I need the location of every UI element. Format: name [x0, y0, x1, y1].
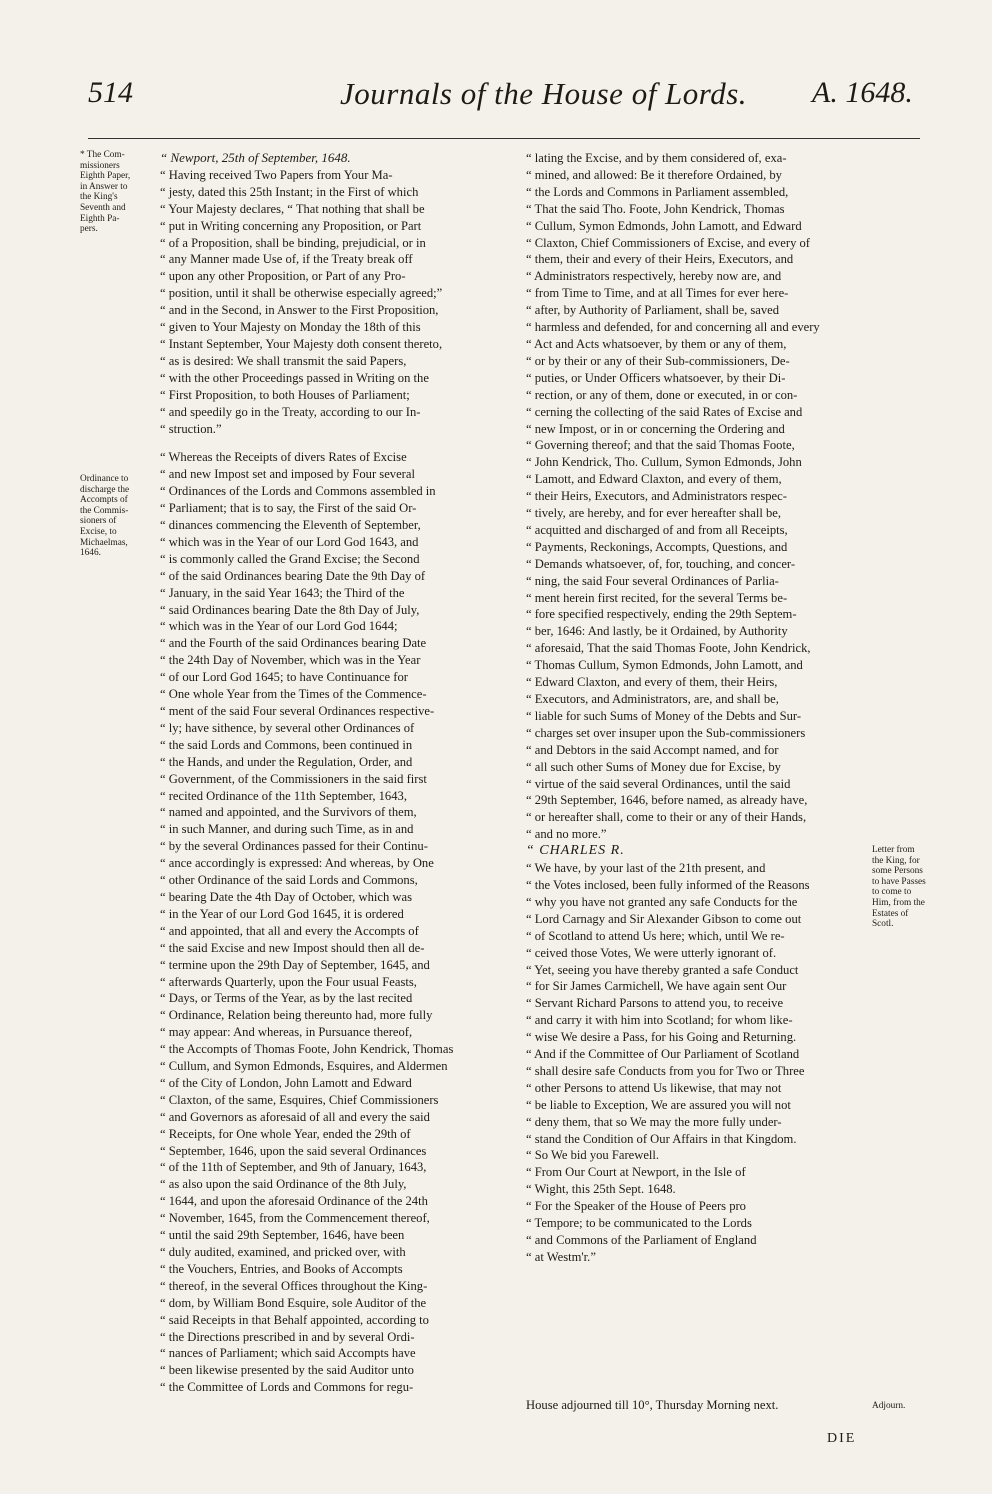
text-line: “ for Sir James Carmichell, We have again sent Our [526, 979, 787, 994]
text-line: “ Tempore; to be communicated to the Lords [526, 1216, 752, 1231]
text-line: “ them, their and every of their Heirs, Executors, and [526, 252, 794, 267]
text-line: “ be liable to Exception, We are assured you will not [526, 1097, 791, 1112]
text-line: “ ber, 1646: And lastly, be it Ordained, by Authority [526, 624, 788, 639]
text-line: “ the Directions prescribed in and by several Ordi- [160, 1329, 415, 1344]
text-line: “ Cullum, and Symon Edmonds, Esquires, and Aldermen [160, 1059, 448, 1074]
text-line: “ in the Year of our Lord God 1645, it is ordered [160, 906, 404, 921]
margin-note-line: to come to [872, 887, 912, 898]
text-line: “ which was in the Year of our Lord God 1644; [160, 619, 398, 634]
text-line: “ aforesaid, That the said Thomas Foote, John Kendrick, [526, 641, 811, 656]
text-line: “ 29th September, 1646, before named, as already have, [526, 793, 808, 808]
text-line: “ Executors, and Administrators, are, and shall be, [526, 692, 779, 706]
letter-address [526, 1198, 876, 1266]
text-line: “ Lord Carnagy and Sir Alexander Gibson to come out [526, 911, 802, 926]
text-line: “ Ordinance, Relation being thereunto had, more fully [160, 1008, 433, 1023]
margin-note-line: pers. [80, 224, 98, 235]
text-line: “ which was in the Year of our Lord God 1643, and [160, 534, 419, 549]
text-line: “ Ordinances of the Lords and Commons assembled in [160, 484, 436, 499]
margin-note-line: to have Passes [872, 876, 926, 887]
text-line: “ Claxton, of the same, Esquires, Chief Commissioners [160, 1092, 439, 1107]
text-line: “ Whereas the Receipts of divers Rates of Excise [160, 450, 407, 465]
margin-note-line: Ordinance to [80, 474, 129, 484]
text-line: “ deny them, that so We may the more fully under- [526, 1114, 782, 1129]
text-line: “ charges set over insuper upon the Sub-commissioners [526, 725, 806, 740]
text-line: “ of Scotland to attend Us here; which, until We re- [526, 928, 785, 943]
catchword: DIE [827, 1431, 857, 1446]
margin-note-line: in Answer to [80, 181, 128, 192]
text-line: “ and new Impost set and imposed by Four several [160, 467, 415, 482]
text-line: “ And if the Committee of Our Parliament of Scotland [526, 1047, 800, 1062]
text-line: “ recited Ordinance of the 11th September, 1643, [160, 788, 407, 803]
text-line: “ Act and Acts whatsoever, by them or any of them, [526, 336, 787, 351]
text-line: “ or hereafter shall, come to their or any of their Hands, [526, 810, 807, 825]
text-line: “ ning, the said Four several Ordinances of Parlia- [526, 573, 779, 588]
text-line: “ dom, by William Bond Esquire, sole Auditor of the [160, 1295, 427, 1310]
text-line: “ all such other Sums of Money due for Excise, by [526, 759, 781, 774]
text-line: “ Servant Richard Parsons to attend you, to receive [526, 996, 784, 1011]
text-line: “ duly audited, examined, and pricked over, with [160, 1245, 406, 1259]
text-line: “ Yet, seeing you have thereby granted a safe Conduct [526, 962, 799, 977]
text-line: “ Instant September, Your Majesty doth consent thereto, [160, 336, 443, 351]
text-line: “ John Kendrick, Tho. Cullum, Symon Edmonds, John [526, 455, 802, 470]
margin-note-line: * The Com- [80, 150, 125, 160]
margin-note-line: Scotl. [872, 919, 894, 930]
letter-dateline [526, 1164, 876, 1198]
right-column [526, 150, 876, 1266]
text-line: “ of a Proposition, shall be binding, prejudicial, or in [160, 235, 426, 250]
text-line: “ the 24th Day of November, which was in the Year [160, 653, 421, 668]
text-line: “ and appointed, that all and every the Accompts of [160, 923, 419, 938]
text-line: “ and the Fourth of the said Ordinances bearing Date [160, 636, 427, 651]
text-line: “ by the several Ordinances passed for their Continu- [160, 839, 428, 854]
text-line: “ may appear: And whereas, in Pursuance thereof, [160, 1025, 413, 1040]
text-line: “ lating the Excise, and by them considered of, exa- [526, 151, 787, 165]
text-line: “ stand the Condition of Our Affairs in that Kingdom. [526, 1131, 797, 1146]
text-line: “ until the said 29th September, 1646, have been [160, 1228, 405, 1243]
text-line: “ ance accordingly is expressed: And whereas, by One [160, 856, 434, 871]
king-letter-paragraph [526, 860, 876, 1164]
text-line: “ From Our Court at Newport, in the Isle of [526, 1165, 746, 1180]
commissioners-paper-paragraph [160, 167, 514, 438]
text-line: “ ly; have sithence, by several other Ordinances of [160, 720, 415, 735]
text-line: “ January, in the said Year 1643; the Third of the [160, 585, 405, 600]
text-line: “ at Westm'r.” [526, 1249, 596, 1264]
text-line: “ acquitted and discharged of and from all Receipts, [526, 522, 788, 537]
margin-note-commissioners-paper [80, 150, 154, 235]
text-line: “ named and appointed, and the Survivors of them, [160, 805, 417, 820]
text-line: “ Thomas Cullum, Symon Edmonds, John Lamott, and [526, 658, 803, 673]
page-year: A. 1648. [812, 76, 913, 109]
text-line: “ First Proposition, to both Houses of Parliament; [160, 387, 410, 402]
text-line: “ Demands whatsoever, of, for, touching, and concer- [526, 556, 796, 571]
text-line: “ their Heirs, Executors, and Administrators respec- [526, 489, 787, 504]
text-line: “ Receipts, for One whole Year, ended the 29th of [160, 1126, 411, 1141]
text-line: “ other Persons to attend Us likewise, that may not [526, 1080, 782, 1095]
text-line: “ termine upon the 29th Day of September, 1645, and [160, 957, 430, 972]
margin-note-line: Letter from [872, 845, 915, 855]
margin-note-line: Estates of [872, 908, 909, 919]
text-line: “ Governing thereof; and that the said Thomas Foote, [526, 438, 795, 453]
text-line: “ Your Majesty declares, “ That nothing that shall be [160, 201, 425, 216]
text-line: “ afterwards Quarterly, upon the Four usual Feasts, [160, 974, 417, 989]
margin-note-line: the King's [80, 192, 118, 203]
text-line: “ with the other Proceedings passed in Writing on the [160, 370, 429, 385]
text-line: “ thereof, in the several Offices throughout the King- [160, 1278, 428, 1293]
text-line: “ struction.” [160, 421, 222, 436]
text-line: “ why you have not granted any safe Conducts for the [526, 894, 798, 909]
text-line: “ jesty, dated this 25th Instant; in the First of which [160, 184, 419, 199]
text-line: “ as also upon the said Ordinance of the 8th July, [160, 1177, 407, 1192]
text-line: “ fore specified respectively, ending the 29th Septem- [526, 607, 797, 622]
text-line: “ any Manner made Use of, if the Treaty break off [160, 252, 413, 267]
margin-note-ordinance-excise [80, 474, 154, 559]
margin-note-line: Michaelmas, [80, 537, 128, 548]
margin-note-line: discharge the [80, 484, 130, 495]
text-line: “ from Time to Time, and at all Times for ever here- [526, 286, 789, 301]
text-line: “ Administrators respectively, hereby now are, and [526, 269, 782, 284]
ordinance-continuation-paragraph [526, 150, 876, 843]
text-line: “ Wight, this 25th Sept. 1648. [526, 1182, 676, 1197]
text-line: “ and Governors as aforesaid of all and every the said [160, 1109, 430, 1124]
text-line: “ ceived those Votes, We were utterly ignorant of. [526, 945, 777, 960]
text-line: “ Having received Two Papers from Your Ma- [160, 167, 393, 182]
text-line: “ Days, or Terms of the Year, as by the last recited [160, 991, 413, 1006]
text-line: “ Claxton, Chief Commissioners of Excise, and every of [526, 235, 810, 250]
text-line: “ One whole Year from the Times of the Commence- [160, 687, 427, 702]
text-line: “ and speedily go in the Treaty, according to our In- [160, 404, 421, 419]
ordinance-paragraph [160, 449, 514, 1396]
text-line: “ new Impost, or in or concerning the Ordering and [526, 421, 785, 436]
letter-heading: “ CHARLES R. [526, 843, 625, 859]
running-title: Journals of the House of Lords. [340, 76, 748, 111]
text-line: “ Edward Claxton, and every of them, their Heirs, [526, 675, 778, 690]
margin-note-line: Eighth Paper, [80, 171, 131, 182]
margin-note-line: 1646. [80, 548, 101, 559]
text-line: “ puties, or Under Officers whatsoever, by their Di- [526, 370, 786, 385]
text-line: “ So We bid you Farewell. [526, 1148, 660, 1163]
margin-note-line: Seventh and [80, 202, 126, 213]
text-line: “ shall desire safe Conducts from you for Two or Three [526, 1063, 805, 1078]
text-line: “ and carry it with him into Scotland; for whom like- [526, 1013, 793, 1028]
text-line: “ been likewise presented by the said Auditor unto [160, 1363, 414, 1378]
text-line: “ We have, by your last of the 21th present, and [526, 861, 766, 876]
text-line: “ and Debtors in the said Accompt named, and for [526, 742, 779, 757]
text-line: “ said Receipts in that Behalf appointed, according to [160, 1312, 429, 1327]
text-line: “ mined, and allowed: Be it therefore Ordained, by [526, 167, 782, 182]
margin-note-line: the King, for [872, 855, 920, 866]
text-line: “ as is desired: We shall transmit the said Papers, [160, 353, 407, 368]
text-line: “ Payments, Reckonings, Accompts, Questions, and [526, 539, 788, 554]
header-rule [88, 138, 920, 139]
margin-note-line: Accompts of [80, 495, 128, 506]
text-line: “ given to Your Majesty on Monday the 18th of this [160, 320, 421, 335]
text-line: “ ment herein first recited, for the several Terms be- [526, 590, 788, 605]
text-line: “ Cullum, Symon Edmonds, John Lamott, and Edward [526, 218, 802, 233]
margin-note-adjourn [872, 1401, 932, 1412]
text-line: “ Lamott, and Edward Claxton, and every of them, [526, 472, 782, 487]
text-line: “ is commonly called the Grand Excise; the Second [160, 551, 420, 566]
text-line: “ ment of the said Four several Ordinances respective- [160, 704, 435, 718]
margin-note-line: the Commis- [80, 505, 129, 516]
margin-note-line: Excise, to [80, 526, 117, 537]
text-line: “ the said Excise and new Impost should then all de- [160, 940, 425, 955]
margin-note-line: Eighth Pa- [80, 213, 120, 224]
margin-note-line: Him, from the [872, 897, 925, 908]
text-line: “ liable for such Sums of Money of the Debts and Sur- [526, 708, 802, 723]
dateline: “ Newport, 25th of September, 1648. [160, 150, 351, 165]
text-line: “ virtue of the said several Ordinances, until the said [526, 776, 791, 791]
text-line: “ of our Lord God 1645; to have Continuance for [160, 670, 408, 685]
text-line: “ said Ordinances bearing Date the 8th Day of July, [160, 602, 420, 617]
text-line: “ nances of Parliament; which said Accompts have [160, 1346, 416, 1361]
text-line: “ the Accompts of Thomas Foote, John Kendrick, Thomas [160, 1042, 454, 1057]
page-header [0, 76, 992, 136]
text-line: “ wise We desire a Pass, for his Going and Returning. [526, 1030, 797, 1045]
text-line: “ the Vouchers, Entries, and Books of Accompts [160, 1261, 403, 1276]
margin-note-line: some Persons [872, 866, 923, 877]
text-line: “ position, until it shall be otherwise especially agreed;” [160, 286, 443, 301]
text-line: “ of the said Ordinances bearing Date the 9th Day of [160, 568, 426, 583]
text-line: “ Parliament; that is to say, the First of the said Or- [160, 501, 417, 516]
text-line: “ September, 1646, upon the said several Ordinances [160, 1143, 427, 1158]
text-line: “ in such Manner, and during such Time, as in and [160, 822, 414, 837]
text-line: “ and in the Second, in Answer to the First Proposition, [160, 303, 439, 318]
text-line: “ bearing Date the 4th Day of October, which was [160, 889, 412, 904]
text-line: “ the Lords and Commons in Parliament assembled, [526, 184, 789, 199]
adjourn-line: House adjourned till 10°, Thursday Morning next. [526, 1398, 779, 1412]
text-line: “ cerning the collecting of the said Rates of Excise and [526, 404, 803, 419]
text-line: “ and no more.” [526, 827, 607, 842]
text-line: “ 1644, and upon the aforesaid Ordinance of the 24th [160, 1194, 428, 1209]
page-number: 514 [88, 76, 133, 109]
margin-note-line: Adjourn. [872, 1401, 906, 1411]
margin-note-line: sioners of [80, 516, 117, 527]
left-column [160, 150, 514, 1396]
text-line: “ and Commons of the Parliament of England [526, 1233, 757, 1247]
text-line: “ the Hands, and under the Regulation, Order, and [160, 754, 413, 769]
text-line: “ Government, of the Commissioners in the said first [160, 771, 427, 786]
text-line: “ That the said Tho. Foote, John Kendrick, Thomas [526, 201, 785, 216]
text-line: “ of the City of London, John Lamott and Edward [160, 1075, 412, 1090]
text-line: “ For the Speaker of the House of Peers pro [526, 1199, 746, 1214]
text-line: “ tively, are hereby, and for ever hereafter shall be, [526, 506, 781, 521]
text-line: “ the said Lords and Commons, been continued in [160, 737, 413, 752]
text-line: “ rection, or any of them, done or executed, in or con- [526, 387, 798, 402]
text-line: “ upon any other Proposition, or Part of any Pro- [160, 269, 406, 284]
text-line: “ dinances commencing the Eleventh of September, [160, 518, 421, 533]
text-line: “ November, 1645, from the Commencement thereof, [160, 1211, 430, 1226]
margin-note-line: missioners [80, 160, 120, 171]
text-line: “ harmless and defended, for and concerning all and every [526, 320, 820, 335]
text-line: “ other Ordinance of the said Lords and Commons, [160, 873, 418, 888]
text-line: “ or by their or any of their Sub-commissioners, De- [526, 353, 790, 368]
margin-note-letter-king [872, 845, 962, 930]
text-line: “ the Committee of Lords and Commons for regu- [160, 1380, 414, 1395]
text-line: “ the Votes inclosed, been fully informed of the Reasons [526, 877, 810, 892]
text-line: “ after, by Authority of Parliament, shall be, saved [526, 303, 780, 318]
text-line: “ of the 11th of September, and 9th of January, 1643, [160, 1160, 427, 1175]
text-line: “ put in Writing concerning any Proposition, or Part [160, 218, 422, 233]
